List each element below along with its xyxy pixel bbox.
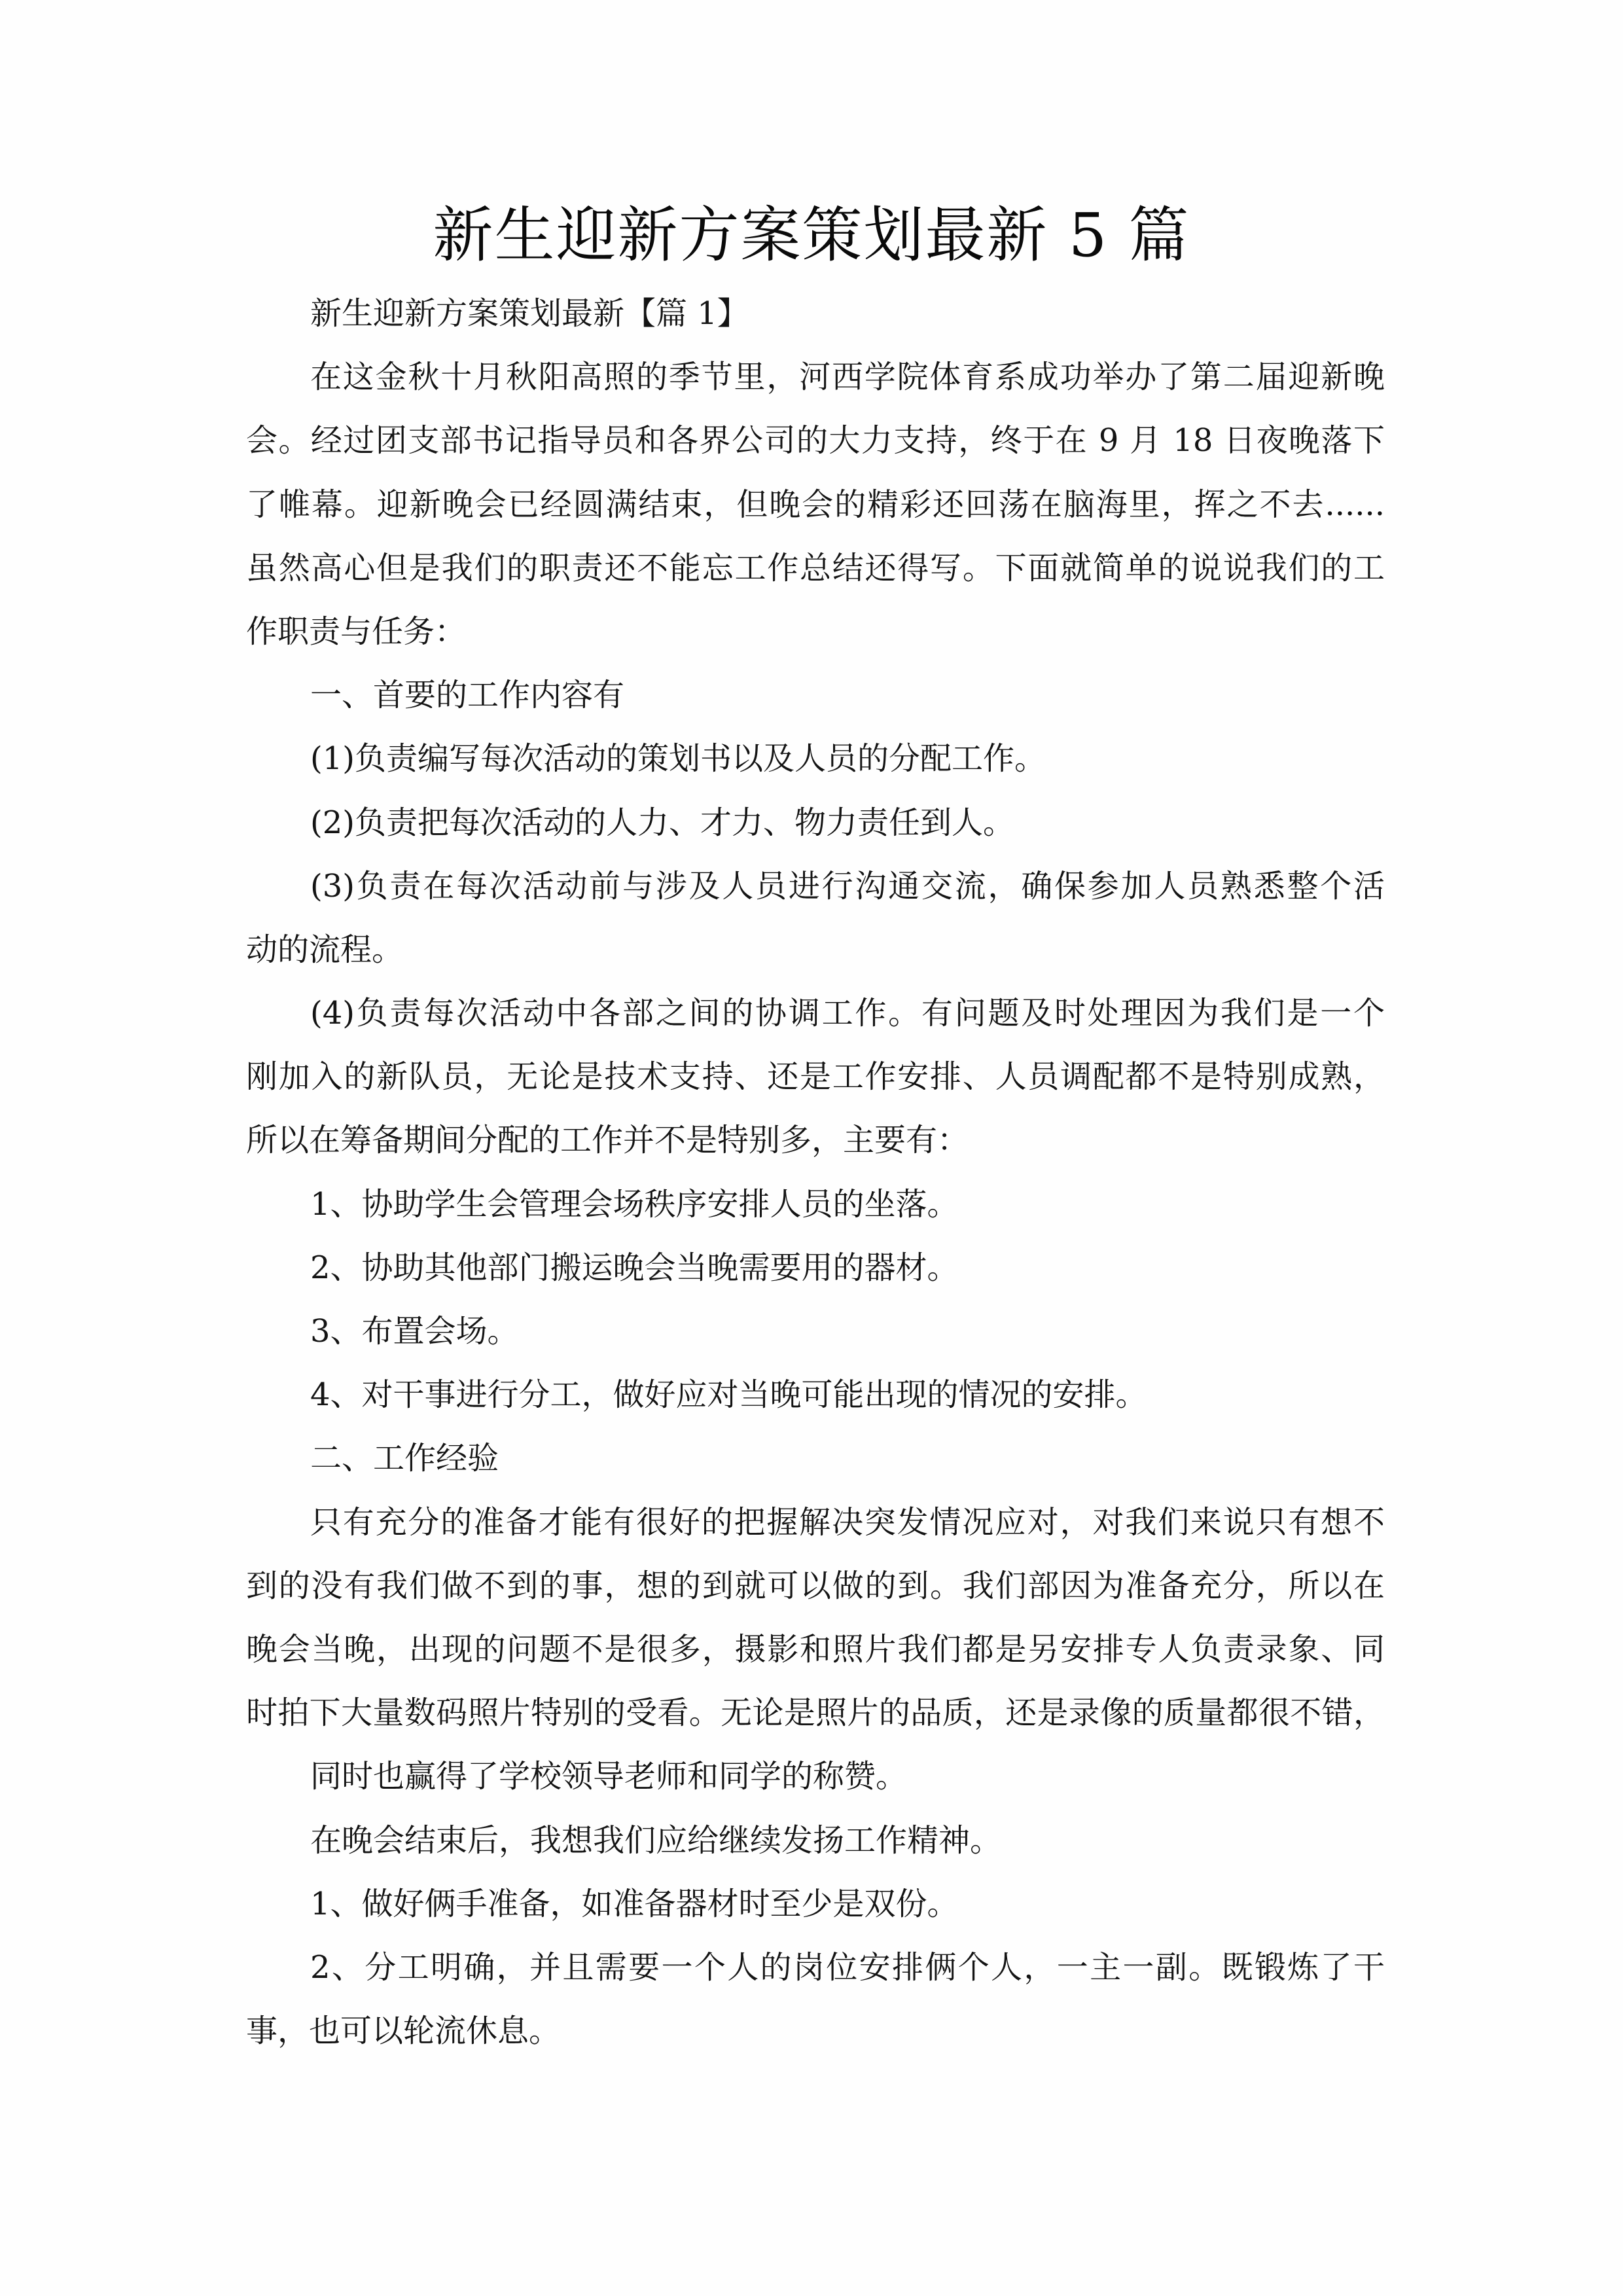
paragraph-line: 会。经过团支部书记指导员和各界公司的大力支持，终于在 9 月 18 日夜晚落下 <box>246 422 1385 459</box>
paragraph-line: 了帷幕。迎新晚会已经圆满结束，但晚会的精彩还回荡在脑海里，挥之不去...... <box>246 486 1385 523</box>
paragraph-line: 同时也赢得了学校领导老师和同学的称赞。 <box>310 1758 908 1795</box>
paragraph-line: 一、首要的工作内容有 <box>310 677 625 714</box>
paragraph-line: 在晚会结束后，我想我们应给继续发扬工作精神。 <box>310 1821 1002 1859</box>
paragraph-line: 在这金秋十月秋阳高照的季节里，河西学院体育系成功举办了第二届迎新晚 <box>310 359 1385 396</box>
paragraph-line: 4、对干事进行分工，做好应对当晚可能出现的情况的安排。 <box>310 1376 1147 1414</box>
paragraph-line: 2、协助其他部门搬运晚会当晚需要用的器材。 <box>310 1249 959 1286</box>
paragraph-line: 只有充分的准备才能有很好的把握解决突发情况应对，对我们来说只有想不 <box>310 1503 1385 1541</box>
paragraph-line: 所以在筹备期间分配的工作并不是特别多，主要有： <box>246 1122 969 1159</box>
paragraph-line: (1)负责编写每次活动的策划书以及人员的分配工作。 <box>310 740 1046 778</box>
paragraph-line: (3)负责在每次活动前与涉及人员进行沟通交流，确保参加人员熟悉整个活 <box>310 867 1385 905</box>
paragraph-line: (4)负责每次活动中各部之间的协调工作。有问题及时处理因为我们是一个 <box>310 995 1385 1032</box>
paragraph-line: 到的没有我们做不到的事，想的到就可以做的到。我们部因为准备充分，所以在 <box>246 1567 1385 1604</box>
paragraph-line: 1、做好俩手准备，如准备器材时至少是双份。 <box>310 1885 959 1922</box>
paragraph-line: 时拍下大量数码照片特别的受看。无论是照片的品质，还是录像的质量都很不错， <box>246 1695 1385 1732</box>
paragraph-line: 新生迎新方案策划最新【篇 1】 <box>310 295 749 332</box>
paragraph-line: 晚会当晚，出现的问题不是很多，摄影和照片我们都是另安排专人负责录象、同 <box>246 1630 1385 1668</box>
paragraph-line: 事，也可以轮流休息。 <box>246 2013 561 2050</box>
paragraph-line: (2)负责把每次活动的人力、才力、物力责任到人。 <box>310 804 1014 841</box>
paragraph-line: 虽然高心但是我们的职责还不能忘工作总结还得写。下面就简单的说说我们的工 <box>246 549 1385 586</box>
document-body <box>246 292 1385 2073</box>
paragraph-line: 1、协助学生会管理会场秩序安排人员的坐落。 <box>310 1185 959 1223</box>
paragraph-line: 作职责与任务： <box>246 613 467 650</box>
document-title: 新生迎新方案策划最新 5 篇 <box>433 200 1190 270</box>
paragraph-line: 2、分工明确，并且需要一个人的岗位安排俩个人，一主一副。既锻炼了干 <box>310 1948 1385 1986</box>
paragraph-line: 二、工作经验 <box>310 1440 499 1477</box>
paragraph-line: 3、布置会场。 <box>310 1313 519 1350</box>
paragraph-line: 刚加入的新队员，无论是技术支持、还是工作安排、人员调配都不是特别成熟， <box>246 1058 1385 1096</box>
paragraph-line: 动的流程。 <box>246 931 404 968</box>
